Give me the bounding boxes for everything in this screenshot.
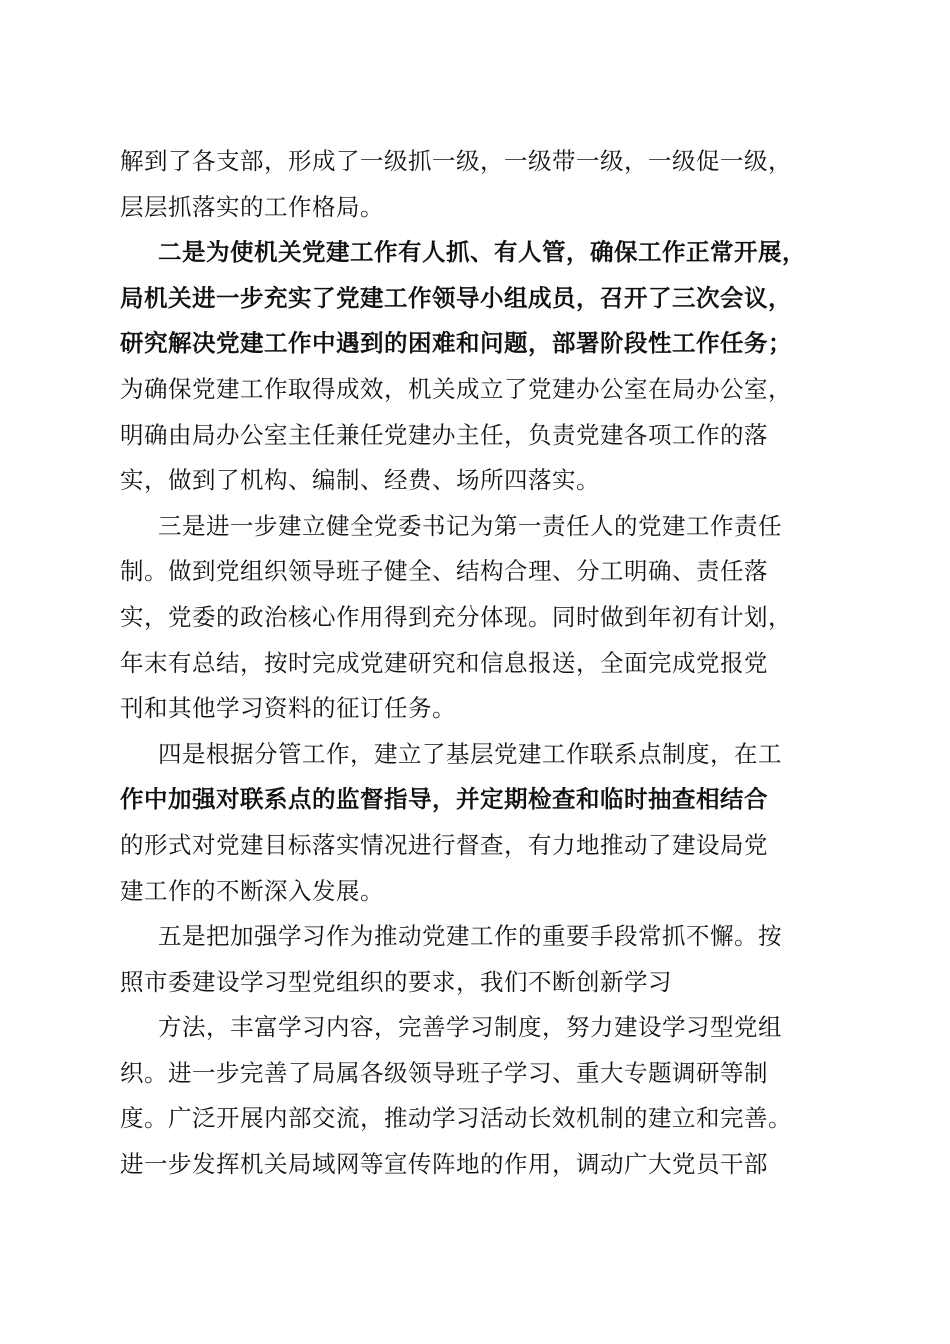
text-line: 局机关进一步充实了党建工作领导小组成员，召开了三次会议，	[120, 283, 792, 312]
text-line: 研究解决党建工作中遇到的困难和问题，部署阶段性工作任务；	[120, 329, 792, 358]
text-line: 年末有总结，按时完成党建研究和信息报送，全面完成党报党	[120, 648, 768, 677]
paragraph-start-line: 二是为使机关党建工作有人抓、有人管，确保工作正常开展，	[158, 238, 806, 267]
text-line: 刊和其他学习资料的征订任务。	[120, 694, 456, 723]
paragraph-start-line: 三是进一步建立健全党委书记为第一责任人的党建工作责任	[158, 511, 782, 540]
document-body	[120, 139, 840, 1188]
text-line: 进一步发挥机关局域网等宣传阵地的作用，调动广大党员干部	[120, 1150, 768, 1179]
text-line: 照市委建设学习型党组织的要求，我们不断创新学习	[120, 967, 672, 996]
text-line: 实，做到了机构、编制、经费、场所四落实。	[120, 466, 600, 495]
text-line: 解到了各支部，形成了一级抓一级，一级带一级，一级促一级，	[120, 147, 792, 175]
text-line: 层层抓落实的工作格局。	[120, 192, 384, 221]
paragraph-start-line: 四是根据分管工作，建立了基层党建工作联系点制度，在工	[158, 739, 782, 768]
paragraph-start-line: 五是把加强学习作为推动党建工作的重要手段常抓不懈。按	[158, 922, 782, 951]
text-line: 实，党委的政治核心作用得到充分体现。同时做到年初有计划，	[120, 602, 792, 631]
text-line: 建工作的不断深入发展。	[120, 876, 384, 905]
text-line: 制。做到党组织领导班子健全、结构合理、分工明确、责任落	[120, 557, 768, 586]
text-line: 为确保党建工作取得成效，机关成立了党建办公室在局办公室，	[120, 374, 792, 403]
paragraph-start-line: 方法，丰富学习内容，完善学习制度，努力建设学习型党组	[158, 1013, 782, 1042]
text-line: 度。广泛开展内部交流，推动学习活动长效机制的建立和完善。	[120, 1104, 792, 1133]
text-line: 作中加强对联系点的监督指导，并定期检查和临时抽查相结合	[120, 785, 768, 814]
text-line: 织。进一步完善了局属各级领导班子学习、重大专题调研等制	[120, 1058, 768, 1087]
text-line: 明确由局办公室主任兼任党建办主任，负责党建各项工作的落	[120, 420, 768, 449]
text-line: 的形式对党建目标落实情况进行督查，有力地推动了建设局党	[120, 830, 768, 859]
